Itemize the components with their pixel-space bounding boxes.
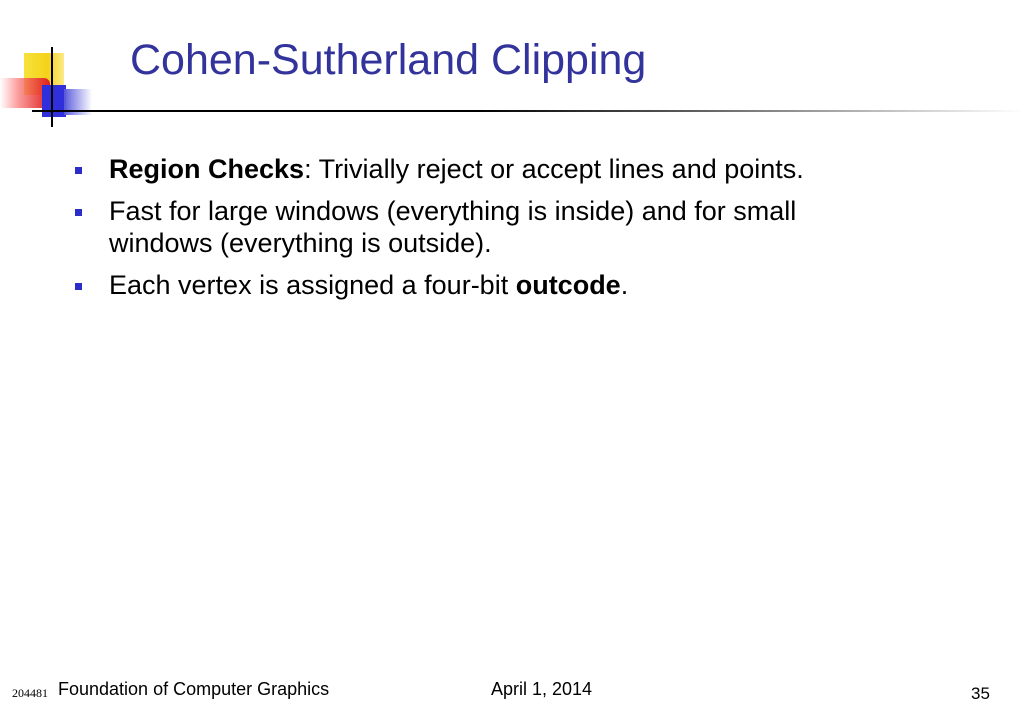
bullet-bold-prefix: Region Checks — [109, 154, 305, 184]
footer-date: April 1, 2014 — [491, 679, 593, 699]
bullet-item — [73, 269, 973, 301]
bullet-text-line-1: Fast for large windows (everything is inside) and for small — [109, 196, 797, 226]
footer-course-name: Foundation of Computer Graphics — [58, 679, 330, 699]
decorative-vertical-line — [51, 47, 53, 127]
bullet-item — [73, 195, 973, 259]
decorative-blue-square — [42, 85, 66, 117]
title-underline — [32, 110, 1023, 112]
footer-page-number: 35 — [971, 684, 990, 703]
bullet-square-icon — [75, 209, 82, 216]
bullet-text-line-2: windows (everything is outside). — [109, 228, 492, 258]
bullet-square-icon — [75, 167, 82, 174]
bullet-text: Each vertex is assigned a four-bit — [109, 270, 516, 300]
bullet-end: . — [620, 270, 629, 300]
footer-course-code: 204481 — [12, 686, 48, 700]
bullet-bold-suffix: outcode — [515, 270, 621, 300]
bullet-text: : Trivially reject or accept lines and points. — [304, 154, 804, 184]
slide-title: Cohen-Sutherland Clipping — [130, 36, 647, 84]
bullet-item — [73, 153, 973, 185]
bullet-square-icon — [75, 283, 82, 290]
bullet-list — [73, 153, 973, 311]
